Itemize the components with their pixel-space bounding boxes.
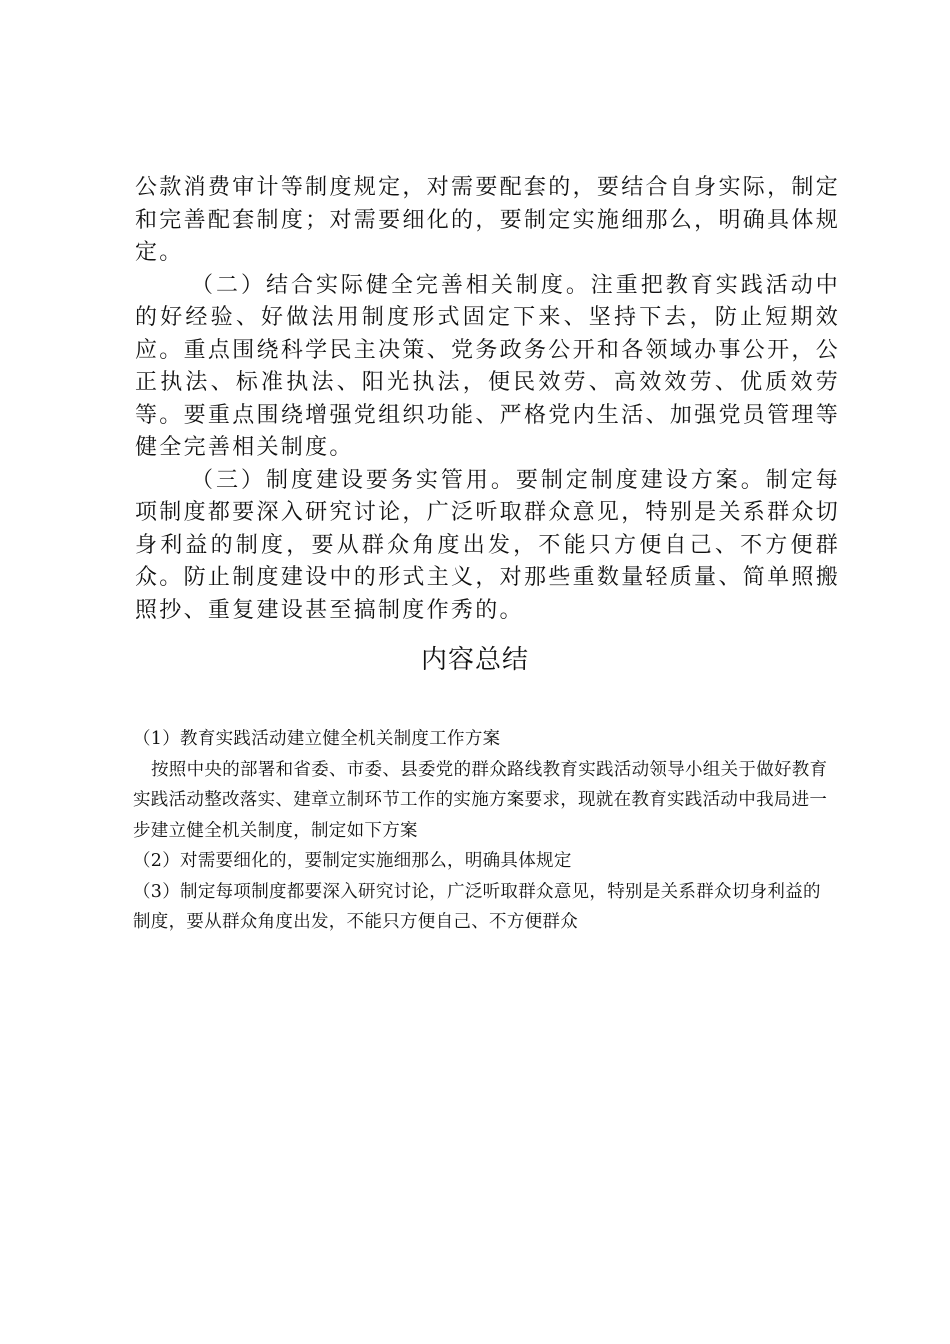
summary-item-2: （2）对需要细化的，要制定实施细那么，明确具体规定 bbox=[133, 851, 572, 871]
summary-item-1-detail: 按照中央的部署和省委、市委、县委党的群众路线教育实践活动领导小组关于做好教育实践活动整改落实、建章立制环节工作的实施方案要求，现就在教育实践活动中我局进一步建立健全机关制度，制定如下方案 bbox=[133, 759, 828, 841]
summary-title: 内容总结 bbox=[420, 645, 529, 675]
paragraph-section-3: （三）制度建设要务实管用。要制定制度建设方案。制定每项制度都要深入研究讨论，广泛听取群众意见，特别是关系群众切身利益的制度，要从群众角度出发，不能只方便自己、不方便群众。防止制度建设中的形式主义，对那些重数量轻质量、简单照搬照抄、重复建设甚至搞制度作秀的。 bbox=[135, 467, 840, 623]
paragraph-continuation: 公款消费审计等制度规定，对需要配套的，要结合自身实际，制定和完善配套制度；对需要细化的，要制定实施细那么，明确具体规定。 bbox=[135, 175, 840, 265]
summary-item-3: （3）制定每项制度都要深入研究讨论，广泛听取群众意见，特别是关系群众切身利益的制度，要从群众角度出发，不能只方便自己、不方便群众 bbox=[133, 881, 821, 932]
summary-section bbox=[133, 724, 833, 938]
paragraph-section-2: （二）结合实际健全完善相关制度。注重把教育实践活动中的好经验、好做法用制度形式固定下来、坚持下去，防止短期效应。重点围绕科学民主决策、党务政务公开和各领域办事公开，公正执法、标准执法、阳光执法，便民效劳、高效效劳、优质效劳等。要重点围绕增强党组织功能、严格党内生活、加强党员管理等健全完善相关制度。 bbox=[135, 272, 840, 460]
document-body bbox=[135, 172, 840, 627]
summary-item-1: （1）教育实践活动建立健全机关制度工作方案 bbox=[133, 729, 501, 749]
